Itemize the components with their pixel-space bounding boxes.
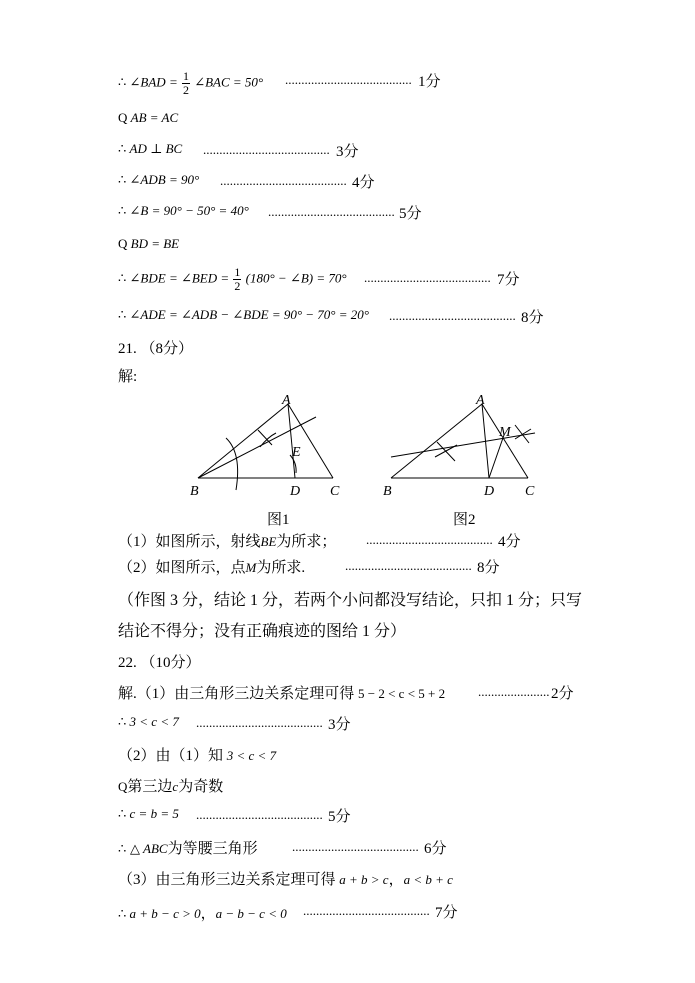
- step-22-6: [118, 837, 258, 858]
- math-expr: ∠ADB = 90°: [129, 172, 200, 187]
- math-expr: a + b > c: [339, 872, 389, 887]
- step-bde: [118, 266, 347, 293]
- math-expr: 3 < c < 7: [129, 714, 179, 729]
- therefore-symbol: ∴: [118, 74, 127, 90]
- answer-text: 解.（1）由三角形三边关系定理可得: [118, 686, 355, 702]
- construction-arc: [226, 438, 238, 490]
- step-22-3: [118, 744, 276, 765]
- score-label: 8分: [521, 310, 544, 326]
- segment-ad: [288, 404, 295, 478]
- therefore-symbol: ∴: [118, 141, 127, 156]
- therefore-symbol: ∴: [118, 806, 127, 821]
- leader-dots: .......................................: [196, 715, 323, 730]
- label-b: B: [383, 484, 392, 499]
- step-22-8: [118, 902, 287, 923]
- figure-2-caption: 图2: [453, 512, 476, 528]
- segment-dm: [489, 435, 504, 478]
- leader-dots: .......................................: [196, 807, 323, 822]
- math-expr: ∠B = 90° − 50° = 40°: [129, 203, 249, 218]
- answer-text: 为所求；: [276, 534, 337, 550]
- math-expr: a + b − c > 0: [129, 906, 201, 921]
- construction-arcs-left: [435, 442, 457, 461]
- score-label: 4分: [498, 534, 521, 550]
- score-label: 3分: [328, 717, 351, 733]
- step-ad-perp: [118, 141, 182, 157]
- leader-dots: .......................................: [220, 173, 347, 188]
- figure-1-caption: 图1: [267, 512, 290, 528]
- answer-text: 为所求.: [256, 560, 306, 576]
- score-label: 4分: [352, 175, 375, 191]
- perpendicular-bisector: [391, 433, 535, 457]
- solution-label: 解:: [118, 369, 138, 385]
- math-expr: AB = AC: [130, 110, 179, 125]
- step-bad: [118, 70, 263, 97]
- label-a: A: [282, 393, 291, 408]
- numerator: 1: [234, 265, 241, 279]
- separator: ，: [388, 872, 404, 888]
- therefore-symbol: ∴: [118, 270, 127, 286]
- question-21-header: 21. （8分）: [118, 341, 194, 357]
- score-label: 1分: [418, 74, 441, 90]
- math-expr: ∠ADE = ∠ADB − ∠BDE = 90° − 70° = 20°: [129, 307, 369, 322]
- answer-21-1: [118, 530, 336, 551]
- answer-text: 为奇数: [178, 779, 224, 795]
- question-22-header: 22. （10分）: [118, 655, 201, 671]
- math-var: c: [172, 779, 179, 794]
- denominator: 2: [234, 279, 241, 293]
- denominator: 2: [182, 83, 189, 97]
- step-22-5: [118, 806, 179, 822]
- score-label: 7分: [435, 905, 458, 921]
- math-expr: (180° − ∠B) = 70°: [245, 270, 347, 286]
- answer-21-2: [118, 556, 305, 577]
- math-var: M: [245, 560, 257, 575]
- because-symbol: Q: [118, 110, 128, 125]
- leader-dots: .......................................: [345, 558, 472, 573]
- leader-dots: .......................................: [203, 142, 330, 157]
- answer-text: 为等腰三角形: [167, 841, 258, 857]
- answer-text: 第三边: [127, 779, 173, 795]
- leader-dots: .......................................: [285, 72, 412, 87]
- figure-2: [375, 385, 545, 515]
- side-ac: [288, 404, 333, 478]
- math-expr: BD = BE: [130, 236, 180, 251]
- math-expr: AD ⊥ BC: [129, 141, 183, 156]
- step-bd-be: [118, 236, 179, 252]
- separator: ，: [200, 906, 216, 922]
- math-expr: c = b = 5: [129, 806, 179, 821]
- label-b: B: [190, 484, 199, 499]
- score-label: 5分: [399, 206, 422, 222]
- therefore-symbol: ∴: [118, 714, 127, 729]
- leader-dots: .......................................: [366, 532, 493, 547]
- label-d: D: [290, 484, 301, 499]
- step-22-4: [118, 775, 223, 796]
- score-label: 3分: [336, 144, 359, 160]
- leader-dots: ......................: [478, 684, 550, 699]
- side-ab: [198, 404, 288, 478]
- math-expr: ∠BAC = 50°: [194, 74, 264, 90]
- score-label: 6分: [424, 841, 447, 857]
- label-c: C: [330, 484, 340, 499]
- step-angle-b: [118, 203, 249, 219]
- leader-dots: .......................................: [364, 270, 491, 285]
- step-adb: [118, 172, 199, 188]
- therefore-symbol: ∴: [118, 307, 127, 322]
- answer-text: （2）如图所示，点: [118, 560, 246, 576]
- because-symbol: Q: [118, 236, 128, 251]
- fraction: [233, 266, 241, 293]
- math-expr: ∠BAD =: [129, 74, 178, 90]
- numerator: 1: [182, 69, 189, 83]
- label-m: M: [499, 425, 511, 440]
- math-expr: 5 − 2 < c < 5 + 2: [358, 686, 446, 701]
- label-c: C: [525, 484, 535, 499]
- figure-1: [180, 385, 350, 515]
- math-expr: 3 < c < 7: [226, 748, 277, 763]
- math-var: BE: [260, 534, 277, 549]
- step-22-7: [118, 868, 453, 889]
- side-ab: [391, 404, 482, 478]
- therefore-symbol: ∴: [118, 203, 127, 218]
- score-label: 5分: [328, 809, 351, 825]
- math-expr: a < b + c: [403, 872, 453, 887]
- score-label: 8分: [477, 560, 500, 576]
- leader-dots: .......................................: [389, 308, 516, 323]
- label-e: E: [292, 445, 301, 460]
- leader-dots: .......................................: [268, 204, 395, 219]
- grading-note-line-2: 结论不得分；没有正确痕迹的图给 1 分）: [118, 623, 407, 640]
- math-expr: ∠BDE = ∠BED =: [129, 270, 230, 286]
- therefore-symbol: ∴: [118, 841, 127, 856]
- label-a: A: [476, 393, 485, 408]
- math-expr: △ ABC: [130, 841, 168, 856]
- because-symbol: Q: [118, 779, 128, 794]
- score-label: 7分: [497, 272, 520, 288]
- label-d: D: [484, 484, 495, 499]
- construction-arcs-cross: [258, 430, 276, 447]
- answer-text: （3）由三角形三边关系定理可得: [118, 872, 336, 888]
- answer-text: （2）由（1）知: [118, 748, 224, 764]
- step-22-2: [118, 714, 179, 730]
- leader-dots: .......................................: [303, 903, 430, 918]
- step-ade: [118, 307, 369, 323]
- step-ab-ac: [118, 110, 178, 126]
- score-label: 2分: [551, 686, 574, 702]
- therefore-symbol: ∴: [118, 172, 127, 187]
- step-22-1: [118, 682, 445, 703]
- leader-dots: .......................................: [292, 839, 419, 854]
- answer-text: （1）如图所示，射线: [118, 534, 261, 550]
- math-expr: a − b − c < 0: [215, 906, 287, 921]
- fraction: [182, 70, 190, 97]
- grading-note-line-1: （作图 3 分，结论 1 分，若两个小问都没写结论，只扣 1 分；只写: [118, 592, 583, 609]
- therefore-symbol: ∴: [118, 906, 127, 921]
